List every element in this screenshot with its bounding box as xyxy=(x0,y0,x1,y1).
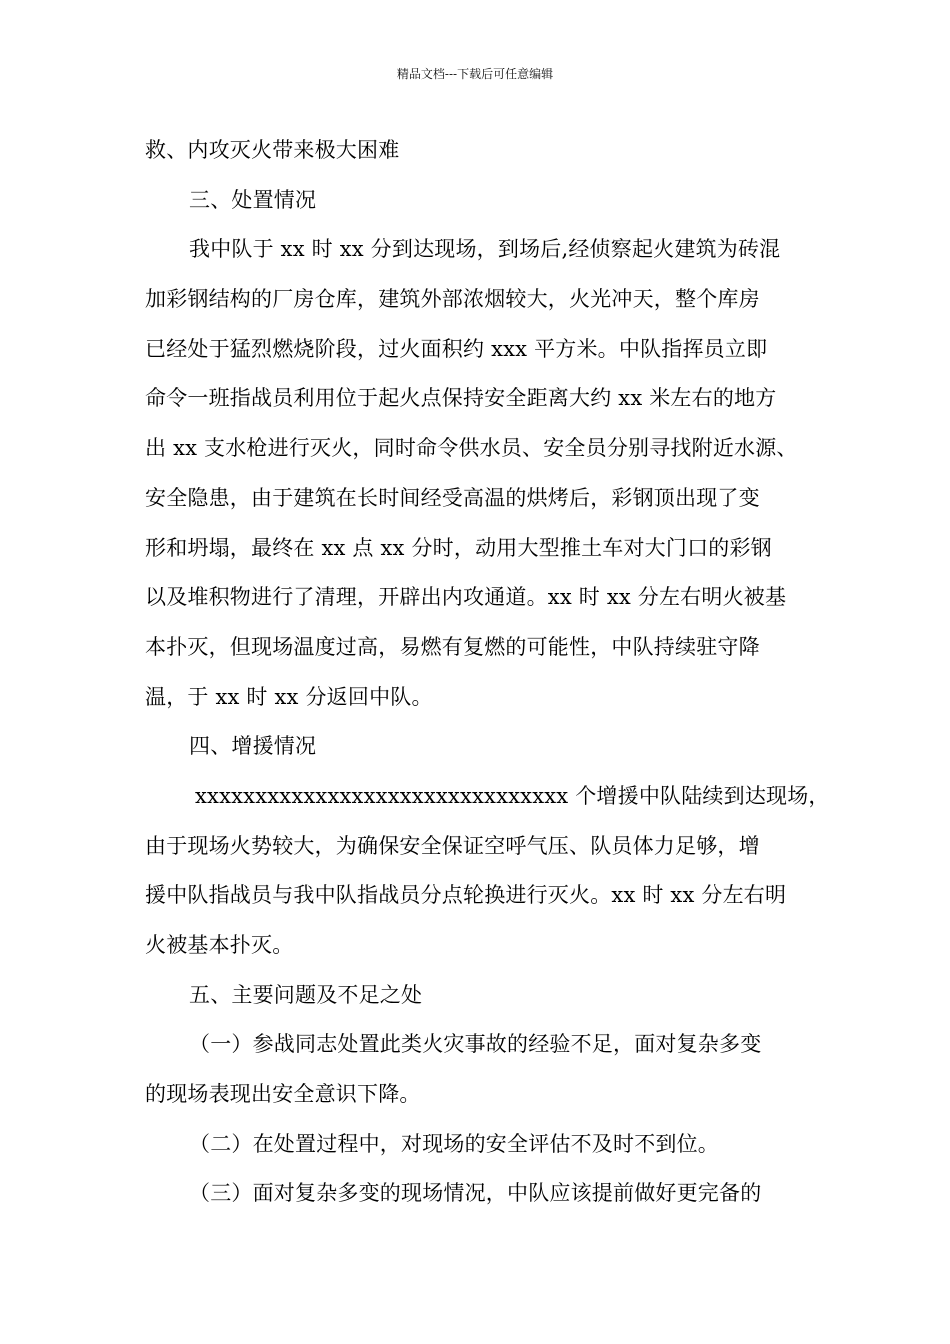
paragraph-line: 加彩钢结构的厂房仓库，建筑外部浓烟较大，火光冲天，整个库房 xyxy=(145,287,760,312)
paragraph-line: 已经处于猛烈燃烧阶段，过火面积约 xxx 平方米。中队指挥员立即 xyxy=(145,336,768,361)
paragraph-line: 由于现场火势较大，为确保安全保证空呼气压、队员体力足够，增 xyxy=(145,833,760,858)
paragraph-line: 形和坍塌，最终在 xx 点 xx 分时，动用大型推土车对大门口的彩钢 xyxy=(145,535,772,560)
paragraph-line: 温，于 xx 时 xx 分返回中队。 xyxy=(145,684,433,709)
paragraph-line: xxxxxxxxxxxxxxxxxxxxxxxxxxxxxxx 个增援中队陆续到达现场， xyxy=(195,783,830,808)
paragraph-line: 的现场表现出安全意识下降。 xyxy=(145,1082,421,1107)
paragraph-line: 安全隐患，由于建筑在长时间经受高温的烘烤后，彩钢顶出现了变 xyxy=(145,485,760,510)
paragraph-line: 命令一班指战员利用位于起火点保持安全距离大约 xx 米左右的地方 xyxy=(145,386,777,411)
paragraph-line: 火被基本扑灭。 xyxy=(145,933,294,957)
paragraph-line: 以及堆积物进行了清理，开辟出内攻通道。xx 时 xx 分左右明火被基 xyxy=(145,585,787,610)
document-body xyxy=(145,126,830,1219)
list-item: （二）在处置过程中，对现场的安全评估不及时不到位。 xyxy=(189,1131,719,1156)
paragraph-line: 援中队指战员与我中队指战员分点轮换进行灭火。xx 时 xx 分左右明 xyxy=(145,883,787,908)
list-item: （一）参战同志处置此类火灾事故的经验不足，面对复杂多变 xyxy=(189,1032,762,1057)
section-heading: 五、主要问题及不足之处 xyxy=(189,982,423,1007)
text-line: 救、内攻灭火带来极大困难 xyxy=(145,138,400,162)
paragraph-line: 本扑灭，但现场温度过高，易燃有复燃的可能性，中队持续驻守降 xyxy=(145,634,760,659)
section-heading: 三、处置情况 xyxy=(189,187,317,212)
list-item: （三）面对复杂多变的现场情况，中队应该提前做好更完备的 xyxy=(189,1181,762,1206)
paragraph-line: 我中队于 xx 时 xx 分到达现场，到场后,经侦察起火建筑为砖混 xyxy=(189,237,781,262)
section-heading: 四、增援情况 xyxy=(189,734,317,759)
paragraph-line: 出 xx 支水枪进行灭火，同时命令供水员、安全员分别寻找附近水源、 xyxy=(145,436,798,461)
page-header: 精品文档---下载后可任意编辑 xyxy=(396,67,554,81)
